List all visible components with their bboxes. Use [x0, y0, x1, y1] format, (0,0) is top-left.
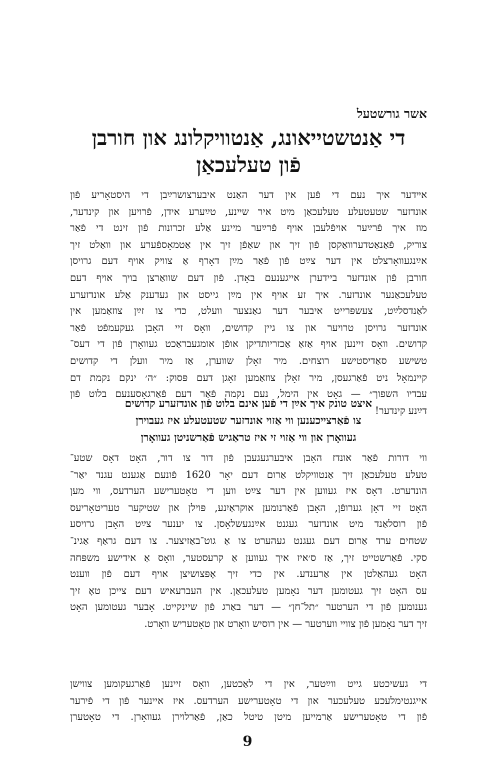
text-line: שטחים ערד אַרום דעם געגנט געהערט צו אַ גוט־באַזיצער. צו דעם גראַף אַגינ־ — [70, 535, 427, 547]
text-line: פֿון רוסלאַנד מיט אונדזער געגנט אײַנגעשלאָסן. צו יענער צײַט האָבן גרויסע — [70, 519, 427, 531]
subtitle-line: איצט טונק איך אײַן די פֿען אינם בלוט פֿון אונדזערע קדושים — [124, 398, 373, 410]
text-line: טעלע טעלעכאַן זיך אַנטוויקלט אַרום דעם יאָר 1620 פֿונעם אַגענט עגנד יאַר־ — [70, 469, 427, 481]
text-line: אונדזער גרויסן טרויער און צו גיין קדושים, וואָס זיי האָבן געקעמפֿט פֿאַר — [70, 322, 427, 334]
text-line: מוז איך פֿרײַער אויפֿלעבן אויף פֿרײַער מיינע אַלע זכרונות פֿון זינט די פֿאַר — [70, 223, 427, 235]
chapter-title-line: פֿון טעלעכאַן — [196, 152, 301, 177]
text-line: אײדער איך נעם די פֿען אין דער האַנט איבערצושרײַבן די היסטאָריע פֿון — [70, 190, 427, 201]
text-line: האָט געהאַלטן אין אַרענדע. אין כדי זיך אָפּצושיצן אויף דעם פֿון ווענט — [70, 569, 427, 581]
text-line: טשישע סאַדיסטישע רוצחים. מיר זאָלן שווערן, אַז מיר וועלן די קדושים — [70, 355, 427, 367]
subtitle-line: צו פֿאַרצייכענען ווי אַזוי אונדזער שטעטעלע איז געבוירן — [135, 414, 362, 427]
text-line: טעלעכאַנער אונדזער. איך זע אויף אין מײַן גייסט און געדענק אַלע אונדזערע — [70, 289, 427, 301]
text-line: הונדערט. דאָס איז געווען אין דער צײַט ווען די טאָטערישע הערדעס, ווי מען — [70, 486, 427, 498]
text-line: לאַנדסלײַט, צעשפּרייט איבער דער גאַנצער וועלט, כדי צו זײַן צוזאַמען אין — [70, 306, 427, 318]
text-line: אײַנגעוואָרצלט אין דער צײַט פֿון פֿאַר מײַן דאָרף אַ צוויק אויף דעם גרויסן — [70, 256, 427, 268]
text-line: אונדזער שטעטעלע טעלעכאַן מיט איר שײנע, טײַערע אידן, פֿרויען און קינדער, — [70, 206, 427, 218]
text-line: קיינמאָל ניט פֿאַרגעסן, מיר זאָלן צוזאַמען זאָגן דעם פּסוק: ״ה׳ ינקם נקמת דם — [70, 372, 427, 384]
page-number: 9 — [242, 734, 253, 750]
text-line: חורבן פֿון אונדזער ביידערן אייגענעם באָדן. פֿון דעם שוואַרצן בויך אויף דעם — [70, 272, 427, 284]
text-line: דײַנע קינדער! — [375, 405, 427, 417]
paragraph-intro — [70, 188, 427, 420]
text-line: זיך דער נאָמען פֿון צוויי ווערטער — אין רוסיש וואָרט און טאָטעריש וואָרט. — [144, 618, 427, 630]
author-name: אשר גורשטעל — [356, 106, 427, 121]
text-line: עס האָט זיך געטומען דער נאָמען טעלעכאַן. אין העברעאיש דעם צייכן טאָ זיך — [70, 585, 427, 597]
text-line: די געשיכטע גייט ווײַטער, אין די לאַכטען, וואָס זיינען פֿאַרגעקומען צווישן — [70, 679, 427, 690]
text-line: אייגנטימלעכע טעלעכער און די טאָטערישע הערדעס. איז איינער פֿון די פֿירער — [70, 695, 427, 707]
chapter-title — [70, 124, 427, 178]
chapter-title-line: די אַנטשטייאונג, אַנטוויקלונג און חורבן — [91, 125, 406, 150]
subtitle-line: געוואָרן און ווי אַזוי זי איז טראַגיש פֿאַרשניטן געוואָרן — [140, 431, 357, 444]
text-line: האָט זיי דאָן גערופֿן, האָבן פֿאַרנומען אוקראַיִנע, פּוילן און שטיקער טעריטאָריעס — [70, 502, 427, 514]
text-line: עבדיו השפוך״ — גאָט אין הימל, נעם נקמה פֿאַר דעם פֿאַרגאָסענעם בלוט פֿון — [70, 389, 427, 401]
section-subtitle — [70, 396, 427, 446]
paragraph-continued — [70, 677, 427, 727]
text-line: גענומען פֿון די הערטער ״תל־חן״ — דער באַרג פֿון שיינקייט. אָבער געטומען האָט — [70, 602, 427, 614]
text-line: צוריק, פֿאַנאַטדערוואַקסן פֿון זיך און שאַפֿן זיך אין אַטמאָספֿערע און וואַלט זיך — [70, 239, 427, 251]
paragraph-history — [70, 451, 427, 634]
text-line: פֿון די טאָטערישע אַרמייען מיטן טיטל כאַן, פֿאַרלוירן געוואָרן. די טאָטערן — [70, 712, 427, 724]
text-line: סקי. פֿאַרשטייט זיך, אַז ס׳איז איך געווען אַ קרעסטער, וואָס אַ אידישע משפּחה — [70, 552, 427, 564]
text-line: קדושים. וואָס זיינען אויף אַזאַ אַכזריותדיקן אופֿן אומגעבראַכט געוואָרן פֿון די דעס־ — [70, 339, 427, 351]
text-line: ווי דורות פֿאַר אונדז האָבן איבערגעגעבן פֿון דור צו דור, האָט דאָס שטע־ — [70, 453, 427, 464]
